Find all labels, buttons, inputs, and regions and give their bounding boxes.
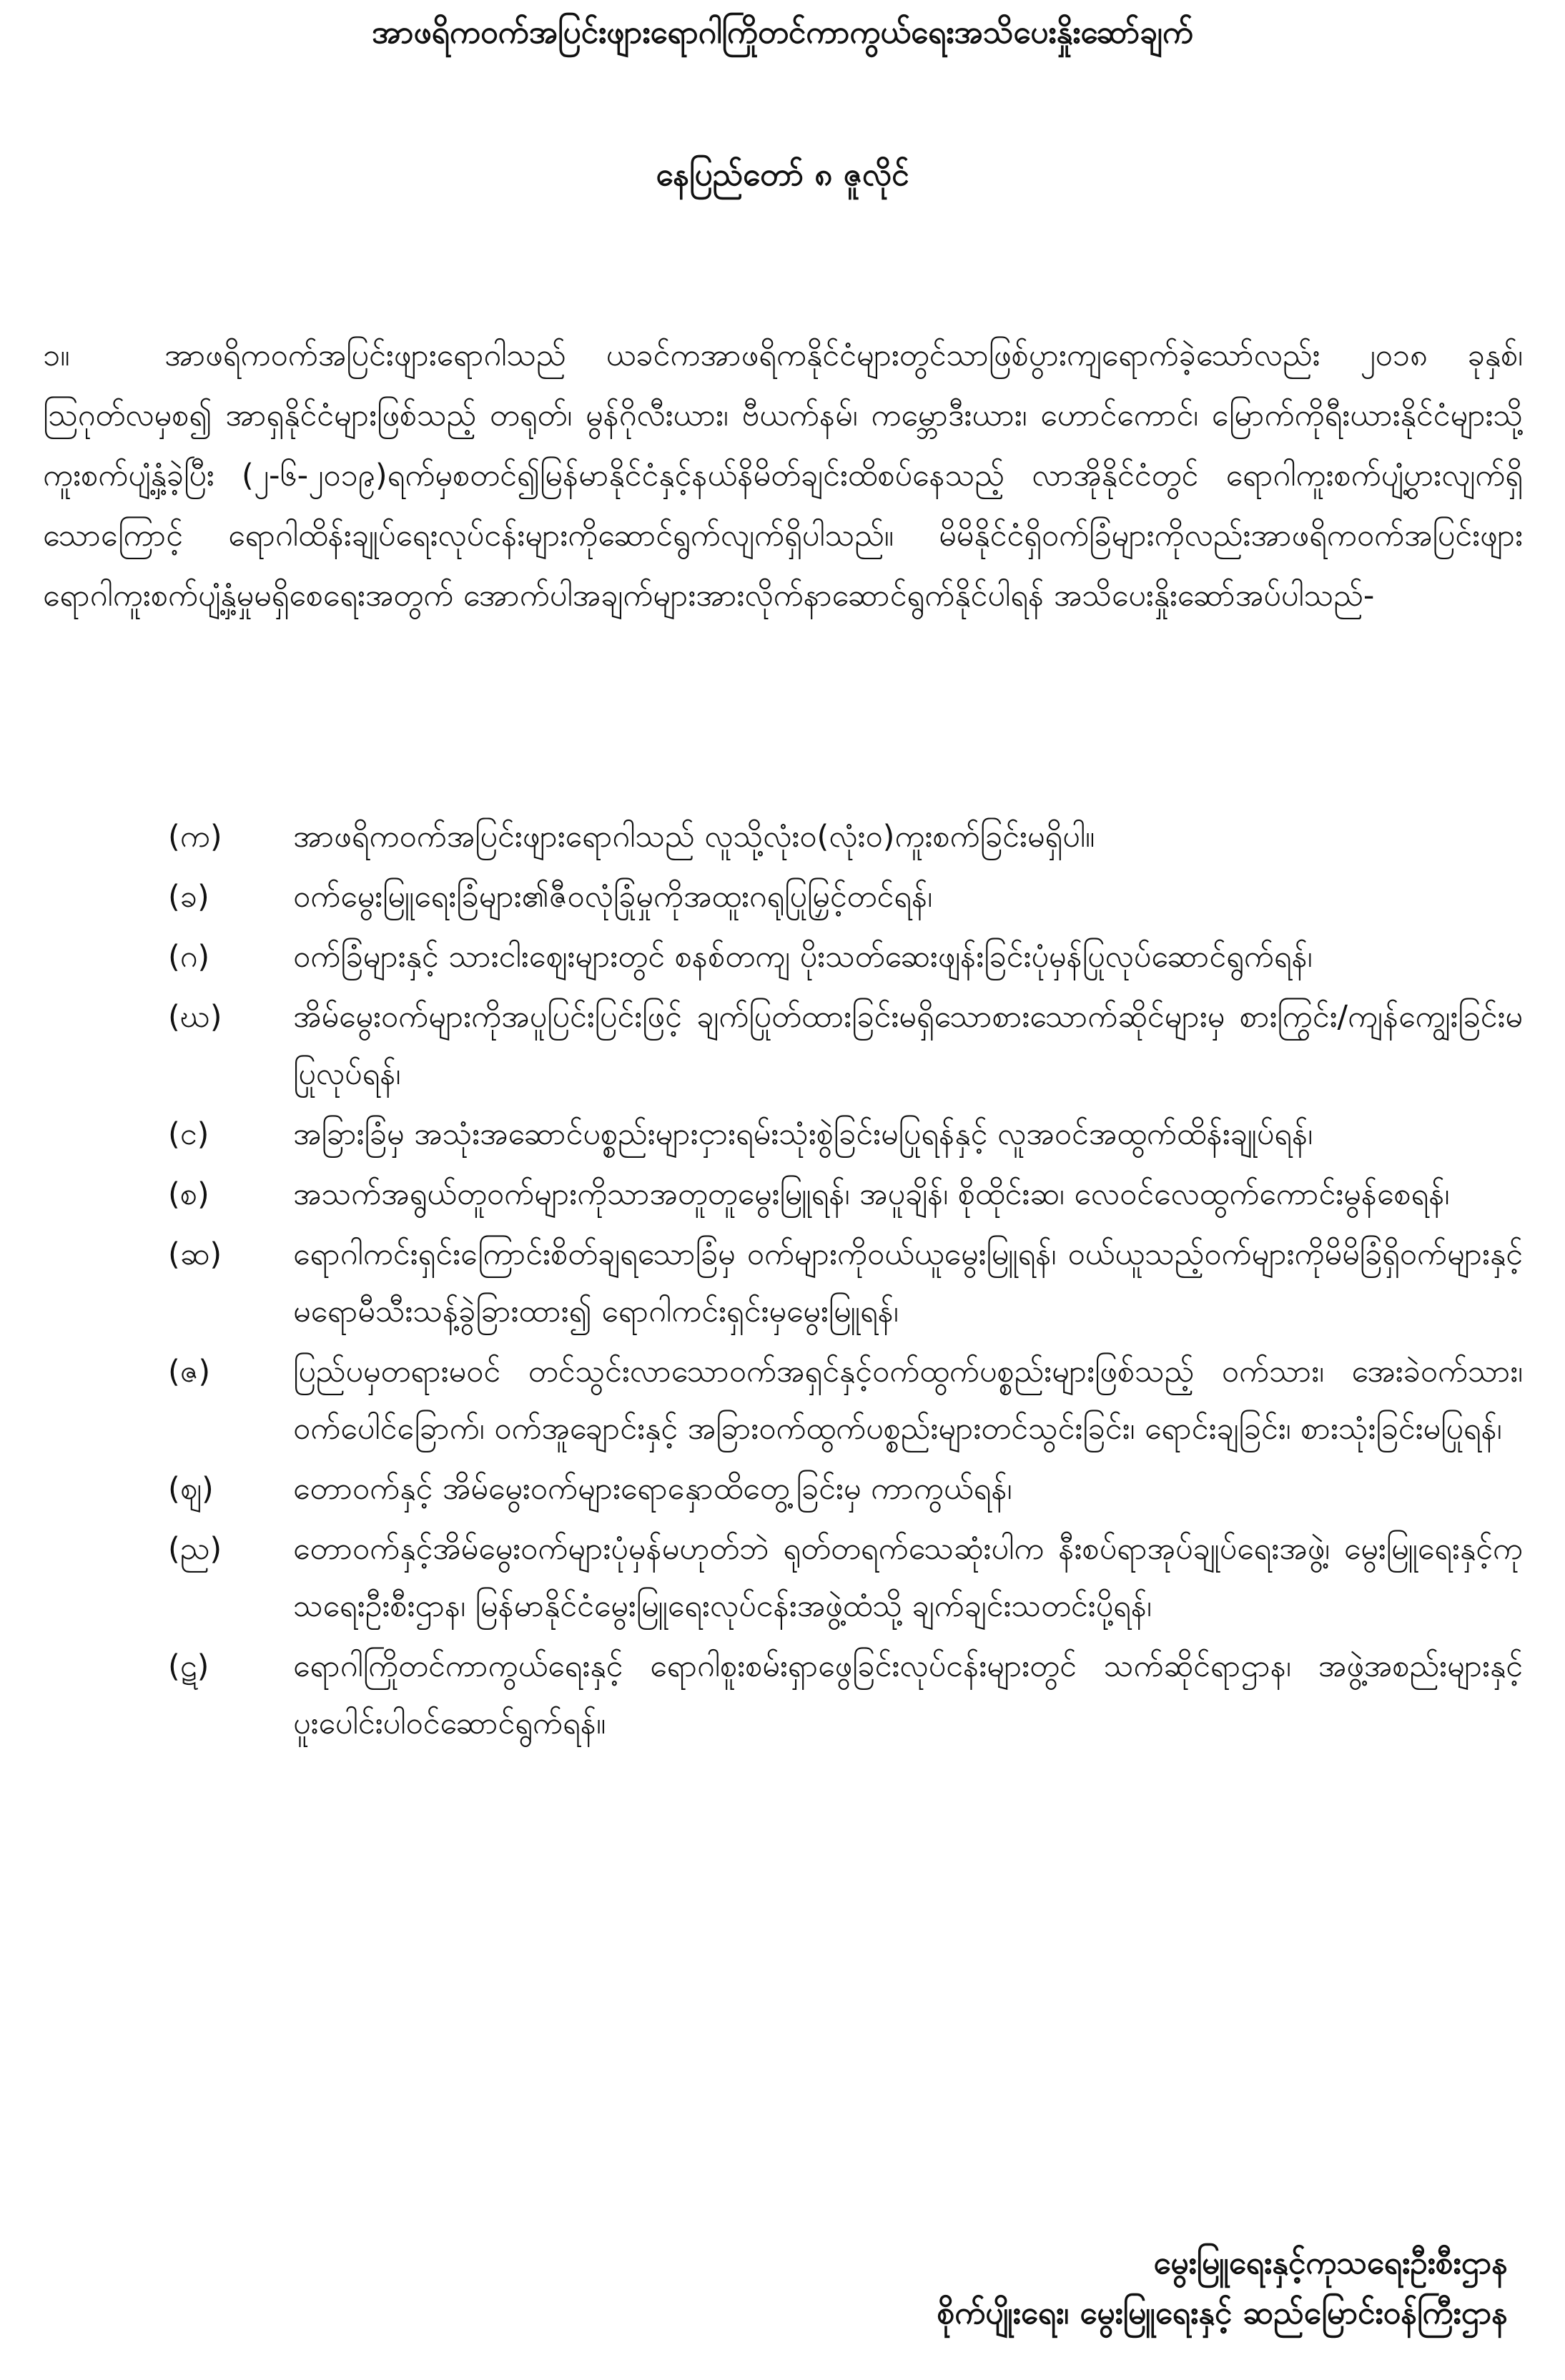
list-item [43,1166,1523,1223]
list-item-label: (ဋ) [168,1648,209,1684]
instruction-list [43,808,1523,1755]
list-item-text: တောဝက်နှင့်အိမ်မွေးဝက်များပုံမှန်မဟုတ်ဘဲ ရုတ်တရက်သေဆုံးပါက နီးစပ်ရာအုပ်ချုပ်ရေးအဖွဲ့၊ မွေးမြူရေးနှင့်ကုသရေးဦးစီးဌာန၊ မြန်မာနိုင်ငံမွေးမြူရေးလုပ်ငန်းအဖွဲ့ထံသို့ ချက်ချင်းသတင်းပို့ရန်၊ [293,1531,1523,1624]
list-item-label: (ဇ) [168,1354,211,1390]
list-item-label: (ခ) [168,879,209,915]
list-item [43,928,1523,985]
list-item-text: ဝက်မွေးမြူရေးခြံများ၏ဇီဝလုံခြုံမှုကိုအထူးဂရုပြုမြှင့်တင်ရန်၊ [293,879,933,915]
list-item [43,868,1523,925]
list-item [43,1520,1523,1635]
list-item-text: အသက်အရွယ်တူဝက်များကိုသာအတူတူမွေးမြူရန်၊ အပူချိန်၊ စိုထိုင်းဆ၊ လေဝင်လေထွက်ကောင်းမွန်စေရန်၊ [293,1176,1450,1212]
list-item [43,1106,1523,1163]
list-item-text: ပြည်ပမှတရားမဝင် တင်သွင်းလာသောဝက်အရှင်နှင့်ဝက်ထွက်ပစ္စည်းများဖြစ်သည့် ဝက်သား၊ အေးခဲဝက်သား၊ ဝက်ပေါင်ခြောက်၊ ဝက်အူချောင်းနှင့် အခြားဝက်ထွက်ပစ္စည်းများတင်သွင်းခြင်း၊ ရောင်းချခြင်း၊ စားသုံးခြင်းမပြုရန်၊ [293,1354,1523,1447]
signature-department: မွေးမြူရေးနှင့်ကုသရေးဦးစီးဌာန [1153,2245,1508,2281]
list-item-label: (ဃ) [168,999,222,1035]
list-item [43,1460,1523,1518]
list-item-text: အခြားခြံမှ အသုံးအဆောင်ပစ္စည်းများငှားရမ်းသုံးစွဲခြင်းမပြုရန်နှင့် လူအဝင်အထွက်ထိန်းချုပ်ရန်၊ [293,1116,1313,1152]
paragraph-number: ၁။ [43,338,70,373]
list-item [43,808,1523,865]
intro-paragraph [43,325,1523,626]
dateline: နေပြည်တော် ၈ ဇူလိုင် [656,157,909,193]
list-item-label: (ည) [168,1531,222,1567]
list-item-text: ရောဂါကင်းရှင်းကြောင်းစိတ်ချရသောခြံမှ ဝက်များကိုဝယ်ယူမွေးမြူရန်၊ ဝယ်ယူသည့်ဝက်များကိုမိမိခြံရှိဝက်များနှင့်မရောမီသီးသန့်ခွဲခြားထား၍ ရောဂါကင်းရှင်းမှမွေးမြူရန်၊ [293,1236,1523,1329]
list-item-text: တောဝက်နှင့် အိမ်မွေးဝက်များရောနှောထိတွေ့ခြင်းမှ ကာကွယ်ရန်၊ [293,1471,1012,1507]
list-item-label: (င) [168,1116,209,1152]
list-item [43,1343,1523,1457]
list-item-text: ဝက်ခြံများနှင့် သားငါးဈေးများတွင် စနစ်တကျ ပိုးသတ်ဆေးဖျန်းခြင်းပုံမှန်ပြုလုပ်ဆောင်ရွက်ရန်၊ [293,939,1313,975]
list-item-label: (က) [168,819,222,855]
list-item [43,1638,1523,1752]
list-item-label: (စ) [168,1176,209,1212]
list-item-label: (ဈ) [168,1471,214,1507]
page-title: အာဖရိကဝက်အပြင်းဖျားရောဂါကြိုတင်ကာကွယ်ရေးအသိပေးနှိုးဆော်ချက် [372,14,1193,51]
list-item-text: ရောဂါကြိုတင်ကာကွယ်ရေးနှင့် ရောဂါစူးစမ်းရှာဖွေခြင်းလုပ်ငန်းများတွင် သက်ဆိုင်ရာဌာန၊ အဖွဲ့အစည်းများနှင့် ပူးပေါင်းပါဝင်ဆောင်ရွက်ရန်။ [293,1648,1523,1741]
list-item [43,988,1523,1103]
list-item-text: အိမ်မွေးဝက်များကိုအပူပြင်းပြင်းဖြင့် ချက်ပြုတ်ထားခြင်းမရှိသောစားသောက်ဆိုင်များမှ စားကြွင်း/ကျန်ကျွေးခြင်းမပြုလုပ်ရန်၊ [293,999,1523,1092]
signature-ministry: စိုက်ပျိုးရေး၊ မွေးမြူရေးနှင့် ဆည်မြောင်းဝန်ကြီးဌာန [937,2295,1508,2331]
list-item-label: (ဂ) [168,939,210,975]
intro-text: အာဖရိကဝက်အပြင်းဖျားရောဂါသည် ယခင်ကအာဖရိကနိုင်ငံများတွင်သာဖြစ်ပွားကျရောက်ခဲ့သော်လည်း ၂၀၁၈ ခုနှစ်၊ဩဂုတ်လမှစ၍ အာရှနိုင်ငံများဖြစ်သည့် တရုတ်၊ မွန်ဂိုလီးယား၊ ဗီယက်နမ်၊ ကမ္ဘောဒီးယား၊ ဟောင်ကောင်၊ မြောက်ကိုရီးယားနိုင်ငံများသို့ ကူးစက်ပျံ့နှံ့ခဲ့ပြီး (၂-၆-၂၀၁၉)ရက်မှစတင်၍မြန်မာနိုင်ငံနှင့်နယ်နိမိတ်ချင်းထိစပ်နေသည့် လာအိုနိုင်ငံတွင် ရောဂါကူးစက်ပျံ့ပွားလျက်ရှိသောကြောင့် ရောဂါထိန်းချုပ်ရေးလုပ်ငန်းများကိုဆောင်ရွက်လျက်ရှိပါသည်။ မိမိနိုင်ငံရှိဝက်ခြံများကိုလည်းအာဖရိကဝက်အပြင်းဖျားရောဂါကူးစက်ပျံ့နှံ့မှုမရှိစေရေးအတွက် အောက်ပါအချက်များအားလိုက်နာဆောင်ရွက်နိုင်ပါရန် အသိပေးနှိုးဆော်အပ်ပါသည်- [43,338,1523,614]
list-item [43,1226,1523,1340]
list-item-text: အာဖရိကဝက်အပြင်းဖျားရောဂါသည် လူသို့လုံးဝ(လုံးဝ)ကူးစက်ခြင်းမရှိပါ။ [293,819,1095,855]
list-item-label: (ဆ) [168,1236,222,1272]
signature-block [937,2238,1508,2339]
